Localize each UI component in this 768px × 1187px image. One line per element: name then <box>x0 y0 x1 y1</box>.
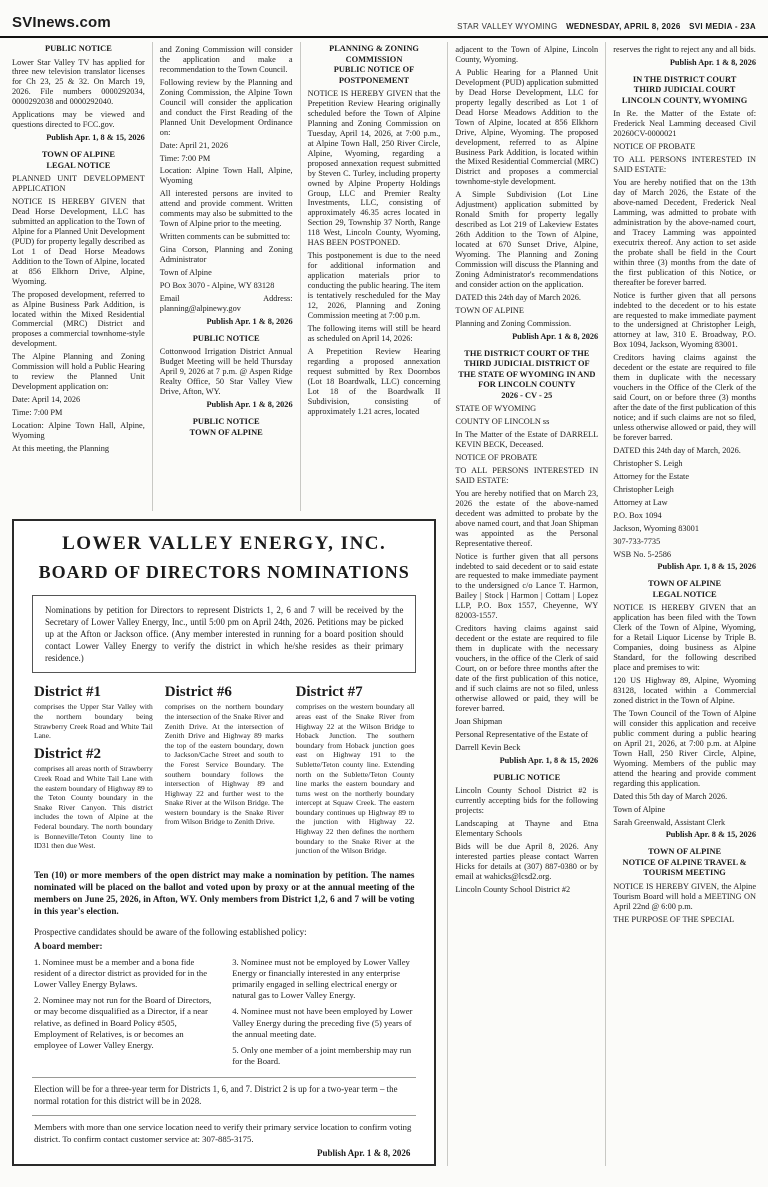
notice-paragraph: Darrell Kevin Beck <box>455 742 521 752</box>
ad-publish-line: Publish Apr. 1 & 8, 2026 <box>316 1148 411 1158</box>
board-member-label: A board member: <box>34 940 103 951</box>
notice-paragraph: Notice is further given that all persons indebted to said decedent or to said estate are requested to make immediate payment to the undersigned c/o Lance T. Harmon, Bailey | Stock | Harmon | Cottam | Lopez LLP, P.O. Box 1557, Cheyenne, WY 82003-1557. <box>455 551 599 621</box>
notice-paragraph: COUNTY OF LINCOLN ss <box>455 417 550 427</box>
policy-item: 2. Nominee may not run for the Board of Directors, or may become disqualified as a Director, if a near relative, as defined in Board Policy #505, Employment of Relatives, is or becomes an employee of Lower Valley Energy. <box>34 995 212 1050</box>
notice-heading: IN THE DISTRICT COURT <box>632 74 737 84</box>
notice-paragraph: The proposed development, referred to as Alpine Business Park Addition, is located within the Mixed Residential Commercial (MRC) District and proposes a commercial townhome-style development. <box>12 289 145 349</box>
notice-paragraph: TO ALL PERSONS INTERESTED IN SAID ESTATE: <box>455 465 599 485</box>
left-region <box>12 42 440 1166</box>
publish-line: Publish Apr. 1 & 8, 2026 <box>512 331 599 341</box>
notice-paragraph: Planning and Zoning Commission. <box>455 318 572 328</box>
policy-item: 3. Nominee must not be employed by Lower Valley Energy or financially interested in any enterprise primarily engaged in selling electrical energy or natural gas to Lower Valley Energy. <box>232 956 410 1001</box>
notice-heading: PUBLIC NOTICE <box>192 333 260 343</box>
notice-paragraph: You are hereby notified that on the 13th day of March 2026, the Estate of the above-named Decedent, Frederick Neal Lamming, was admitted to probate with administration by the above-named court, and Tracey Lamming was appointed executrix thereof. Any action to set aside the probate shall be field in the Court within three (3) months from the date of the first publication of this Notice, or thereafter be forever barred. <box>613 178 756 287</box>
notice-paragraph: Written comments can be submitted to: <box>159 232 291 242</box>
district-description: comprises all areas north of Strawberry Creek Road and White Tail Lane with the eastern boundary of Highway 89 to the Teton County boundary in the Snake River Canyon. This district includes the town of Alpine at the Federal boundary. The north boundary is Bonneville/Teton County line to ID31 then due West. <box>34 764 153 851</box>
notice-paragraph: Town of Alpine <box>159 268 212 278</box>
district-heading: District #7 <box>295 683 363 700</box>
notice-paragraph: Jackson, Wyoming 83001 <box>613 523 699 533</box>
notice-heading: LEGAL NOTICE <box>652 589 717 599</box>
ballot-paragraph: Ten (10) or more members of the open district may make a nomination by petition. The names nominated will be placed on the ballot and voted upon by proxy or at the annual meeting of the members on June 25, 2026, in Afton, WY. Only members from District 1,2, 6 and 7 will be voting in this year's election. <box>34 869 415 916</box>
policy-column-left <box>34 952 216 1068</box>
notice-heading: NOTICE OF ALPINE TRAVEL & TOURISM MEETING <box>622 857 747 878</box>
notice-paragraph: A Prepetition Review Hearing regarding a proposed annexation request submitted by Rex Doornbos (Lot 18 Boardwalk, LLC) concerning Lot 18 of the Boardwalk II Subdivision, consisting of approximately 1.21 acres, located <box>307 346 441 416</box>
notice-paragraph: In The Matter of the Estate of DARRELL KEVIN BECK, Deceased. <box>455 430 599 450</box>
publish-line: Publish Apr. 8 & 15, 2026 <box>665 830 756 840</box>
notice-paragraph: PLANNED UNIT DEVELOPMENT APPLICATION <box>12 174 145 194</box>
notice-paragraph: A Simple Subdivision (Lot Line Adjustment) application submitted by Ronald Smith for property legally described as Lot 219 of Lakeview Estates 26th Addition to the Town of Alpine, located at 670 Sunset Drive, Alpine, Wyoming. The Planning and Zoning Commission will discuss the Planning and Zoning Administrator's recommendations and consider action on the application. <box>455 190 599 289</box>
district-grid <box>20 677 428 862</box>
notice-paragraph: Sarah Greenwald, Assistant Clerk <box>613 817 726 827</box>
district-column <box>34 679 153 860</box>
notice-paragraph: Gina Corson, Planning and Zoning Administrator <box>159 245 293 265</box>
notice-paragraph: Applications may be viewed and questions directed to FCC.gov. <box>12 110 145 130</box>
notice-paragraph: Joan Shipman <box>455 716 503 726</box>
legal-notice <box>613 45 756 68</box>
notice-heading: TOWN OF ALPINE <box>648 847 722 857</box>
notice-paragraph: Lower Star Valley TV has applied for three new television translator licenses for Ch 23, 25 & 32. On March 19, 2026. File numbers 0000292034, 0000292038 and 0000292040. <box>12 57 145 107</box>
policy-item: 1. Nominee must be a member and a bona fide resident of a director district as provided for in the Lower Valley Energy Bylaws. <box>34 956 208 990</box>
legal-notice <box>12 44 145 143</box>
divider <box>32 1115 416 1116</box>
notice-paragraph: Creditors having claims against the decedent or the estate are required to file them in duplicate with the necessary vouchers in the Office of the Clerk of the said Court, on or before three (3) months after the date of the first publication of this notice; and if such claims are not so filed, unless otherwise allowed or paid, they will be forever barred. <box>613 353 756 442</box>
notice-paragraph: Cottonwood Irrigation District Annual Budget Meeting will be held Thursday April 9, 2026 at 7 p.m. @ Aspen Ridge Realty Office, 50 Star Valley View Drive, Afton, WY. <box>159 347 293 397</box>
notice-paragraph: Location: Alpine Town Hall, Alpine, Wyoming <box>159 166 293 186</box>
header-meta <box>457 22 756 31</box>
notice-heading: LINCOLN COUNTY, WYOMING <box>621 95 748 105</box>
column-4 <box>447 42 598 1166</box>
notice-paragraph: Following review by the Planning and Zoning Commission, the Alpine Town Council will consider the application and conduct the First Reading of the Planned Unit Development Ordinance on: <box>159 77 293 137</box>
masthead-site: SVInews.com <box>12 14 111 31</box>
notice-paragraph: Date: April 21, 2026 <box>159 140 229 150</box>
legal-notice <box>160 417 293 438</box>
district-column <box>165 679 284 860</box>
publish-line: Publish Apr. 1, 8 & 15, 2026 <box>657 562 756 572</box>
divider <box>32 1077 416 1078</box>
legal-notice <box>613 579 756 840</box>
legal-notice <box>613 75 756 573</box>
notice-paragraph: Attorney at Law <box>613 497 668 507</box>
notice-paragraph: DATED this 24th day of March, 2026. <box>613 445 741 455</box>
legal-notice <box>308 44 441 417</box>
notice-paragraph: TO ALL PERSONS INTERESTED IN SAID ESTATE: <box>613 155 756 175</box>
notice-paragraph: At this meeting, the Planning <box>12 443 110 453</box>
notice-paragraph: Time: 7:00 PM <box>12 408 63 418</box>
column-2 <box>152 42 293 511</box>
legal-notice <box>160 45 293 327</box>
publish-line: Publish Apr. 1 & 8, 2026 <box>669 57 756 67</box>
notice-paragraph: 307-733-7735 <box>613 536 661 546</box>
notice-paragraph: NOTICE OF PROBATE <box>455 453 538 462</box>
ad-title: LOWER VALLEY ENERGY, INC. <box>62 532 387 554</box>
header-edition: SVI MEDIA - 23A <box>689 22 756 31</box>
page-header <box>0 0 768 38</box>
notice-paragraph: TOWN OF ALPINE <box>455 305 524 315</box>
notice-paragraph: In Re. the Matter of the Estate of: Frederick Neal Lamming deceased Civil 20260CV-0000021 <box>613 109 756 139</box>
notice-paragraph: WSB No. 5-2586 <box>613 549 672 559</box>
notice-paragraph: Lincoln County School District #2 is currently accepting bids for the following projects: <box>455 786 599 816</box>
notice-paragraph: reserves the right to reject any and all bids. <box>613 45 756 54</box>
policy-item: 4. Nominee must not have been employed by Lower Valley Energy during the preceding five (5) years of the annual meeting date. <box>232 1006 413 1039</box>
notice-paragraph: DATED this 24th day of March 2026. <box>455 292 581 302</box>
district-heading: District #6 <box>164 683 232 700</box>
notice-paragraph: Christopher S. Leigh <box>613 458 683 468</box>
notice-heading: TOWN OF ALPINE <box>41 150 115 160</box>
district-description: comprises on the northern boundary the intersection of the Snake River and Zenith Drive. At the intersection of Zenith Drive and Highway 89 marks the top of the eastern boundary, down to Jackson/Cache Street and south to the Forest Service Boundary. The southern boundary follows the intersection of Highway 89 and Highway 22 and further west to the Snake River at the Wilson Bridge. The western boundary is the Snake River from Wilson Bridge to Zenith Drive. <box>164 702 284 827</box>
notice-paragraph: Dated this 5th day of March 2026. <box>613 791 728 801</box>
notice-paragraph: Location: Alpine Town Hall, Alpine, Wyoming <box>12 421 145 440</box>
notice-paragraph: The Alpine Planning and Zoning Commission will hold a Public Hearing to review the Planned Unit Development application on: <box>12 352 145 392</box>
notice-heading: PUBLIC NOTICE <box>192 417 260 427</box>
notice-paragraph: adjacent to the Town of Alpine, Lincoln County, Wyoming. <box>455 45 599 64</box>
district-description: comprises the Upper Star Valley with the northern boundary being Strawberry Creek Road and White Tail Lane. <box>34 702 153 741</box>
notice-paragraph: NOTICE IS HEREBY GIVEN that the Prepetition Review Hearing originally scheduled before the Town of Alpine Planning and Zoning Commission on Tuesday, April 14, 2026, at 7:00 p.m., at Alpine Town Hall, 250 River Circle, Alpine, Wyoming, regarding a proposed annexation request submitted by Steven C. Turley, including property owned by Alpine Property Holdings Group, LLC and Premier Realty Investments, LLC, consisting of approximately 46.35 acres located in Section 29, Township 37 North, Range 118 West, Lincoln County, Wyoming, HAS BEEN POSTPONED. <box>307 89 441 248</box>
top-columns <box>12 42 440 511</box>
notices-area <box>0 38 768 1166</box>
column-3 <box>300 42 441 511</box>
members-note: Members with more than one service location need to verify their primary service location to confirm voting district. To confirm contact customer service at: 307-885-3175. <box>34 1122 412 1144</box>
policy-item: 5. Only one member of a joint membership may run for the Board. <box>232 1044 412 1067</box>
election-paragraph: Election will be for a three-year term for Districts 1, 6, and 7. District 2 is up for a two-year term – the normal rotation for this district will be in 2028. <box>34 1084 398 1106</box>
notice-paragraph: 120 US Highway 89, Alpine, Wyoming 83128, located within a Commercial zoned district in the Town of Alpine. <box>613 676 756 706</box>
header-location: STAR VALLEY WYOMING <box>457 22 558 31</box>
column-1 <box>12 42 145 511</box>
notice-heading: PUBLIC NOTICE <box>493 772 561 782</box>
notice-paragraph: Creditors having claims against said decedent or the estate are required to file them in duplicate with the necessary vouchers, in the office of the Clerk of said Court, on or before three months after the date of the first publication of this notice, and if such claims are not so filed, unless otherwise allowed or paid, they will be forever barred. <box>455 624 599 713</box>
legal-notice <box>455 349 598 766</box>
notice-heading: THE DISTRICT COURT OF THE THIRD JUDICIAL DISTRICT OF THE STATE OF WYOMING IN AND FOR LINCOLN COUNTY <box>458 348 596 390</box>
notice-paragraph: Time: 7:00 PM <box>159 153 211 163</box>
policy-intro: Prospective candidates should be aware of the following established policy: <box>34 926 307 937</box>
notice-paragraph: Attorney for the Estate <box>613 471 690 481</box>
notice-paragraph: NOTICE OF PROBATE <box>613 142 696 152</box>
notice-paragraph: Lincoln County School District #2 <box>455 884 571 894</box>
notice-paragraph: The following items will still be heard as scheduled on April 14, 2026: <box>307 323 441 343</box>
ad-intro-box: Nominations by petition for Directors to represent Districts 1, 2, 6 and 7 will be received by the Secretary of Lower Valley Energy, Inc., until 5:00 pm on April 24th, 2026. Petitions may be picked up at the Afton or Jackson office. (Any member interested in running for a board position should contact Lower Valley Energy to verify the district in which he/she resides as their primary residence.) <box>32 595 416 673</box>
legal-notice <box>613 847 756 924</box>
notice-paragraph: and Zoning Commission will consider the application and make a recommendation to the Town Council. <box>159 45 293 74</box>
notice-paragraph: You are hereby notified that on March 23, 2026 the estate of the above-named decedent was admitted to probate by the above named court, and that Joan Shipman was appointed as the Personal Representative thereof. <box>455 488 599 548</box>
header-date: WEDNESDAY, APRIL 8, 2026 <box>566 22 681 31</box>
lower-valley-energy-ad <box>12 519 436 1166</box>
legal-notice <box>12 150 145 454</box>
district-description: comprises on the western boundary all areas east of the Snake River from Highway 22 at the Wilson Bridge to Hoback Junction. The southern boundary from Hoback junction goes east on Highway 191 to the Sublette/Teton county line. Extending north on the Sublette/Teton County line marks the eastern boundary and turns west on the northerly boundary intercept at Squaw Creek. The eastern boundary continues up Highway 89 to the junction with Highway 22. Highway 22 then defines the northern boundary to the Snake River at the junction of the Wilson Bridge. <box>295 702 415 856</box>
policy-column-right <box>232 952 414 1068</box>
notice-paragraph: Personal Representative of the Estate of <box>455 729 588 739</box>
notice-paragraph: Town of Alpine <box>613 804 666 814</box>
policy-grid <box>20 951 428 1070</box>
notice-paragraph: THE PURPOSE OF THE SPECIAL <box>613 914 735 924</box>
notice-heading: PLANNING & ZONING COMMISSION <box>329 44 419 64</box>
notice-paragraph: PO Box 3070 - Alpine, WY 83128 <box>159 281 275 291</box>
notice-paragraph: Bids will be due April 8, 2026. Any interested parties please contact Warren Hicks for details at (307) 887-0380 or by email at wahicks@lcsd2.org. <box>455 841 599 881</box>
publish-line: Publish Apr. 1 & 8, 2026 <box>206 400 293 410</box>
notice-paragraph: Date: April 14, 2026 <box>12 395 81 405</box>
district-heading: District #1 <box>34 683 102 700</box>
notice-paragraph: Landscaping at Thayne and Etna Elementary Schools <box>455 819 599 838</box>
district-heading: District #2 <box>34 745 102 762</box>
notice-paragraph: NOTICE IS HEREBY GIVEN, the Alpine Tourism Board will hold a MEETING ON April 22nd @ 6:00 p.m. <box>613 881 756 911</box>
legal-notice <box>455 773 598 895</box>
legal-notice <box>455 45 598 342</box>
notice-heading: TOWN OF ALPINE <box>189 427 263 437</box>
ad-subtitle: BOARD OF DIRECTORS NOMINATIONS <box>38 561 410 582</box>
notice-heading: 2026 - CV - 25 <box>501 390 553 400</box>
district-column <box>296 679 415 860</box>
publish-line: Publish Apr. 1, 8 & 15, 2026 <box>46 133 145 143</box>
notice-paragraph: The Town Council of the Town of Alpine will consider this application and receive public comment during a public hearing on April 21, 2026, at 7:00 p.m. at Alpine Town Hall, 250 River Circle, Alpine, Wyoming. Members of the public may attend the hearing and provide comment regarding this application. <box>613 708 756 788</box>
publish-line: Publish Apr. 1 & 8, 2026 <box>206 316 293 326</box>
notice-heading: LEGAL NOTICE <box>46 160 111 170</box>
notice-paragraph: This postponement is due to the need for additional information and application materials prior to conducting the public hearing. The item is tentatively rescheduled for the May 12, 2026, Planning and Zoning Commission meeting at 7:00 p.m. <box>307 251 441 320</box>
notice-heading: THIRD JUDICIAL COURT <box>633 85 736 95</box>
notice-paragraph: NOTICE IS HEREBY GIVEN that an application has been filed with the Town Clerk of the Town of Alpine, Wyoming, for a Retail Liquor License by Triple B. Companies, doing business as Alpine Standard, for the following described place and premises to wit: <box>613 603 756 673</box>
notice-paragraph: All interested persons are invited to attend and provide comment. Written comments may also be submitted to the Town of Alpine prior to the meeting. <box>159 189 293 229</box>
notice-paragraph: Email Address: planning@alpinewy.gov <box>159 293 293 313</box>
notice-heading: PUBLIC NOTICE <box>45 44 112 53</box>
notice-paragraph: STATE OF WYOMING <box>455 404 537 414</box>
column-5 <box>605 42 756 1166</box>
legal-notice <box>160 334 293 410</box>
notice-paragraph: NOTICE IS HEREBY GIVEN that Dead Horse Development, LLC has submitted an application to the Town of Alpine for a Planned Unit Development (PUD) for property legally described as Lot 1 of Dead Horse Meadows Addition to the Town of Alpine, located at 856 Elkhorn Drive, Alpine, Wyoming. <box>12 197 145 286</box>
notice-paragraph: Notice is further given that all persons indebted to the decedent or to his estate are requested to make immediate payment to the undersigned at Christopher Leigh, attorney at law, 310 E. Broadway, P.O. Box 1094, Jackson, Wyoming 83001. <box>613 290 756 350</box>
notice-paragraph: Christopher Leigh <box>613 484 674 494</box>
notice-heading: TOWN OF ALPINE <box>648 579 722 589</box>
notice-paragraph: A Public Hearing for a Planned Unit Development (PUD) application submitted by Dead Horse Development, LLC for property legally described as Lot 1 of Dead Horse Meadows Addition to the Town of Alpine, located at 856 Elkhorn Drive, Alpine, Wyoming. The proposed development, referred to as Alpine Business Park Addition, is located within the Mixed Residential Commercial (MRC) District and proposes a commercial townhome-style development. <box>455 67 599 187</box>
notice-paragraph: P.O. Box 1094 <box>613 510 662 520</box>
notice-heading: PUBLIC NOTICE OF POSTPONEMENT <box>333 65 415 85</box>
publish-line: Publish Apr. 1, 8 & 15, 2026 <box>499 755 599 765</box>
